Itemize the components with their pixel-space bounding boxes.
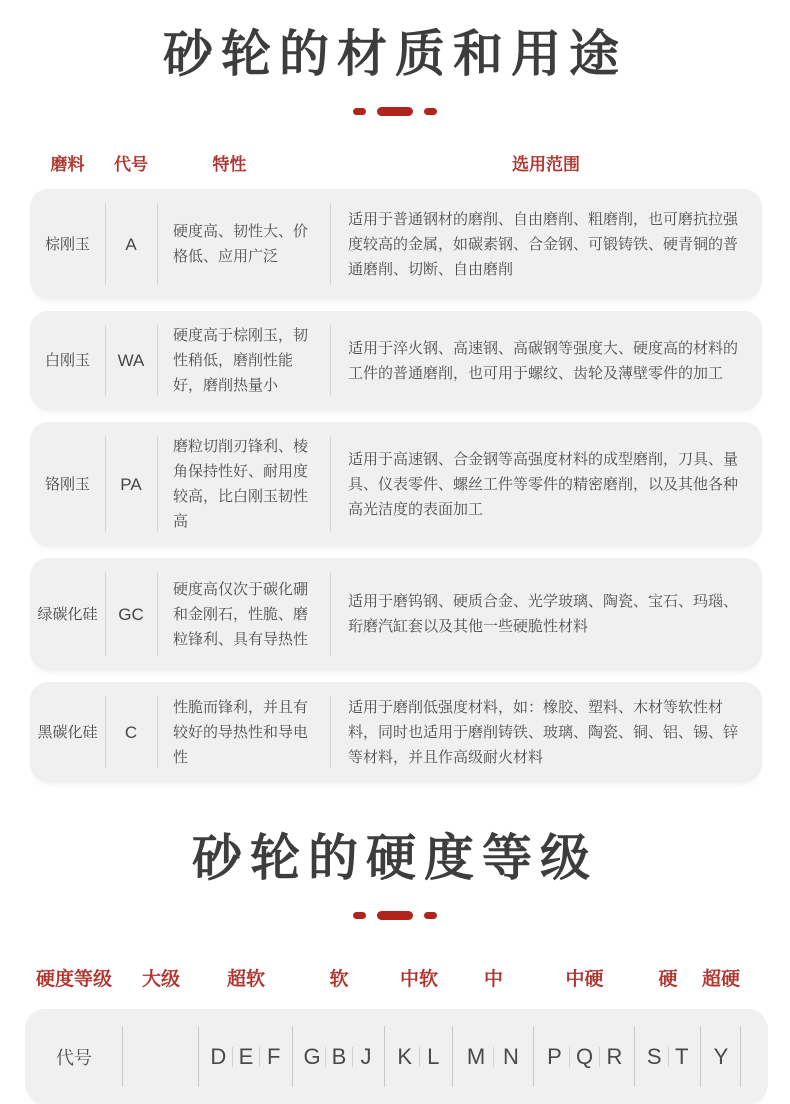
material-feature: 性脆而锋利，并且有较好的导热性和导电性 bbox=[157, 682, 330, 782]
hardness-title: 砂轮的硬度等级 bbox=[192, 830, 598, 886]
dash-large-icon bbox=[377, 911, 413, 920]
material-feature: 硬度高于棕刚玉，韧性稍低，磨削性能好，磨削热量小 bbox=[157, 311, 330, 410]
code-row-spacer bbox=[741, 1009, 768, 1104]
code-row-label: 代号 bbox=[25, 1009, 123, 1104]
hardness-section bbox=[0, 818, 790, 1104]
header-major-grade: 大级 bbox=[141, 969, 180, 990]
code-letter: R bbox=[606, 1043, 623, 1069]
code-letter: S bbox=[646, 1043, 662, 1069]
code-group-super-soft bbox=[199, 1009, 293, 1104]
table-row bbox=[30, 558, 762, 670]
code-letter: B bbox=[331, 1043, 347, 1069]
header-range: 选用范围 bbox=[512, 155, 580, 174]
material-code: WA bbox=[105, 311, 157, 410]
code-group-medium-hard bbox=[534, 1009, 635, 1104]
code-group-medium-soft bbox=[385, 1009, 453, 1104]
header-medium-soft: 中软 bbox=[399, 969, 438, 990]
code-letter: T bbox=[675, 1043, 689, 1069]
table-row bbox=[30, 422, 762, 546]
code-letter: L bbox=[427, 1043, 440, 1069]
material-feature: 硬度高仅次于碳化硼和金刚石，性脆、磨粒锋利、具有导热性 bbox=[157, 558, 330, 670]
material-name: 棕刚玉 bbox=[44, 235, 90, 253]
code-group-soft bbox=[293, 1009, 385, 1104]
title-dash-divider bbox=[0, 106, 790, 116]
code-letter: J bbox=[360, 1043, 372, 1069]
code-group-super-hard bbox=[701, 1009, 741, 1104]
material-code: C bbox=[105, 682, 157, 782]
material-range: 适用于磨钨钢、硬质合金、光学玻璃、陶瓷、宝石、玛瑙、珩磨汽缸套以及其他一些硬脆性材料 bbox=[330, 558, 762, 670]
material-range: 适用于磨削低强度材料，如：橡胶、塑料、木材等软性材料，同时也适用于磨削铸铁、玻璃、陶瓷、铜、铝、锡、锌等材料，并且作高级耐火材料 bbox=[330, 682, 762, 782]
table-row bbox=[30, 682, 762, 782]
header-medium-hard: 中硬 bbox=[565, 969, 604, 990]
material-feature: 磨粒切削刃锋利、棱角保持性好、耐用度较高，比白刚玉韧性高 bbox=[157, 422, 330, 546]
table-row bbox=[30, 189, 762, 299]
code-group-medium bbox=[453, 1009, 534, 1104]
material-code: A bbox=[105, 189, 157, 299]
material-code: PA bbox=[105, 422, 157, 546]
materials-rows bbox=[0, 189, 790, 782]
dash-small-icon bbox=[424, 108, 437, 115]
materials-header-row bbox=[30, 150, 762, 175]
page bbox=[0, 14, 790, 1078]
material-range: 适用于淬火钢、高速钢、高碳钢等强度大、硬度高的材料的工件的普通磨削，也可用于螺纹、齿轮及薄壁零件的加工 bbox=[330, 311, 762, 410]
title-dash-divider bbox=[0, 910, 790, 920]
dash-large-icon bbox=[377, 107, 413, 116]
code-group-hard bbox=[635, 1009, 701, 1104]
code-group-major bbox=[123, 1009, 199, 1104]
materials-section bbox=[0, 14, 790, 782]
code-letter: E bbox=[238, 1043, 254, 1069]
code-letter: Y bbox=[713, 1043, 729, 1069]
code-letter: G bbox=[303, 1043, 321, 1069]
material-name: 黑碳化硅 bbox=[37, 723, 98, 741]
material-name: 铬刚玉 bbox=[44, 475, 90, 493]
code-letter: M bbox=[466, 1043, 486, 1069]
header-super-hard: 超硬 bbox=[701, 969, 740, 990]
header-spacer bbox=[741, 964, 768, 991]
material-range: 适用于普通钢材的磨削、自由磨削、粗磨削，也可磨抗拉强度较高的金属，如碳素钢、合金钢、可锻铸铁、硬青铜的普通磨削、切断、自由磨削 bbox=[330, 189, 762, 299]
dash-small-icon bbox=[424, 912, 437, 919]
dash-small-icon bbox=[353, 912, 366, 919]
code-letter: Q bbox=[575, 1043, 594, 1069]
hardness-header-row bbox=[25, 964, 768, 991]
material-feature: 硬度高、韧性大、价格低、应用广泛 bbox=[157, 189, 330, 299]
material-name: 白刚玉 bbox=[44, 352, 90, 369]
header-hard: 硬 bbox=[658, 969, 678, 990]
header-hardness-grade: 硬度等级 bbox=[35, 969, 112, 990]
header-material: 磨料 bbox=[50, 155, 85, 174]
header-medium: 中 bbox=[483, 969, 503, 990]
header-code: 代号 bbox=[114, 155, 148, 174]
code-letter: P bbox=[547, 1043, 562, 1069]
material-code: GC bbox=[105, 558, 157, 670]
code-letter: N bbox=[503, 1043, 519, 1069]
table-row bbox=[30, 311, 762, 410]
material-name: 绿碳化硅 bbox=[37, 605, 98, 623]
dash-small-icon bbox=[353, 108, 366, 115]
header-feature: 特性 bbox=[212, 155, 247, 174]
materials-title: 砂轮的材质和用途 bbox=[163, 26, 627, 82]
code-letter: D bbox=[210, 1043, 227, 1069]
material-range: 适用于高速钢、合金钢等高强度材料的成型磨削，刀具、量具、仪表零件、螺丝工件等零件的精密磨削，以及其他各种高光洁度的表面加工 bbox=[330, 422, 762, 546]
header-super-soft: 超软 bbox=[226, 969, 265, 990]
header-soft: 软 bbox=[329, 969, 349, 990]
code-letter: K bbox=[397, 1043, 413, 1069]
hardness-code-row bbox=[25, 1009, 768, 1104]
code-letter: F bbox=[266, 1043, 281, 1069]
